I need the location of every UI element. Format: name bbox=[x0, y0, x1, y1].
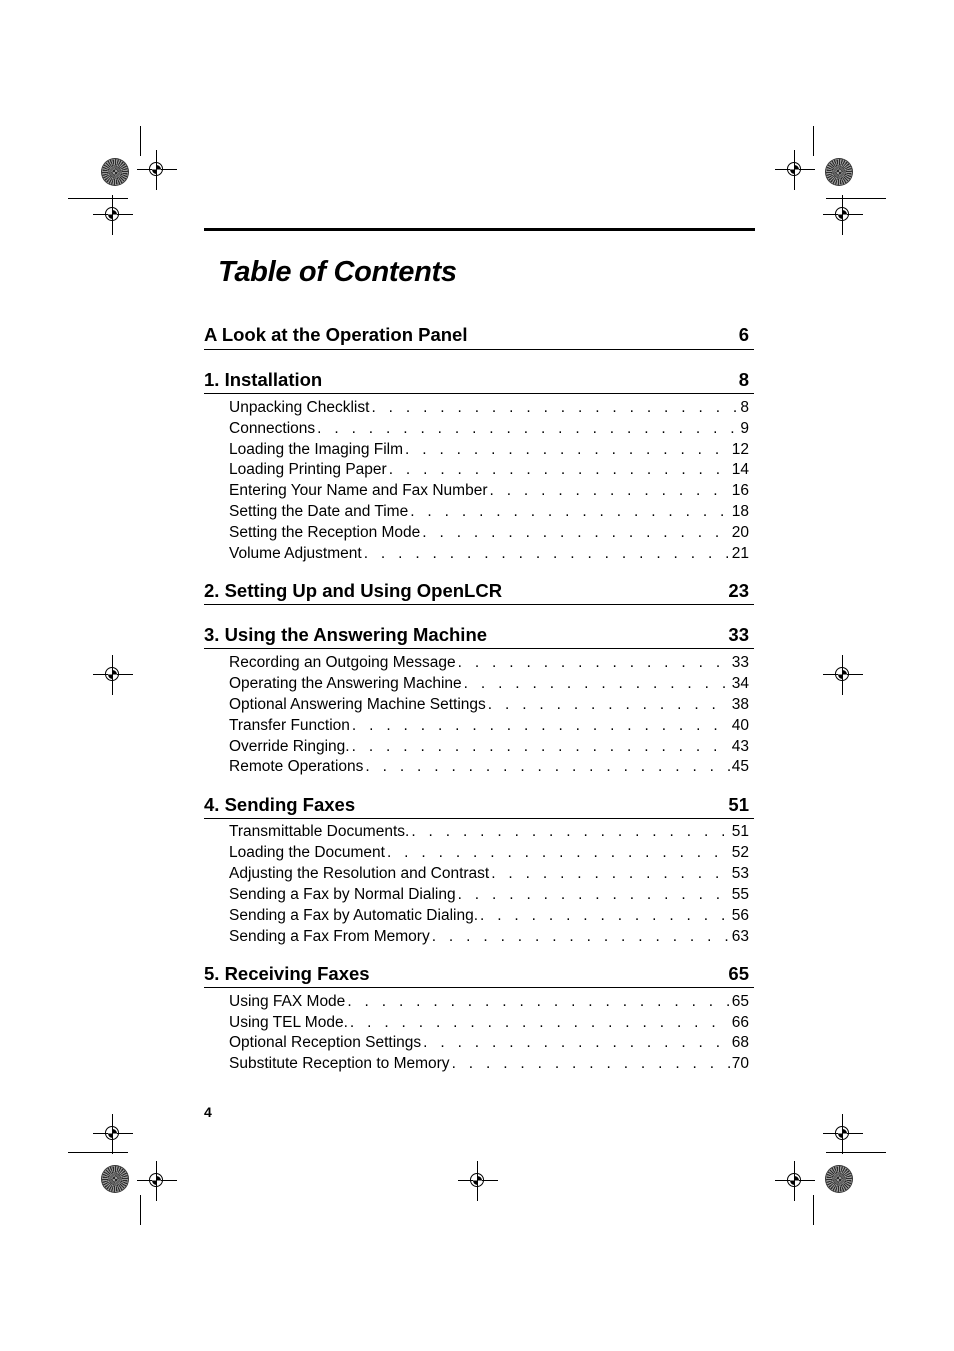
toc-entry[interactable] bbox=[229, 440, 749, 461]
dot-leader bbox=[452, 1054, 730, 1074]
page-title: Table of Contents bbox=[218, 256, 457, 288]
entry-page-number: 40 bbox=[731, 717, 749, 734]
toc-entry[interactable] bbox=[229, 544, 749, 565]
section-title: 5. Receiving Faxes bbox=[204, 963, 370, 984]
toc-entry[interactable] bbox=[229, 864, 749, 885]
dot-leader bbox=[410, 502, 730, 522]
toc-entry[interactable] bbox=[229, 695, 749, 716]
section-title: 3. Using the Answering Machine bbox=[204, 624, 488, 645]
toc-entry[interactable] bbox=[229, 757, 749, 778]
toc-entry[interactable] bbox=[229, 1013, 749, 1034]
dot-leader bbox=[365, 757, 729, 777]
crosshair-registration-icon bbox=[137, 150, 177, 190]
toc-section-heading[interactable] bbox=[204, 369, 749, 391]
entry-page-number: 70 bbox=[731, 1055, 749, 1072]
entry-title: Setting the Reception Mode bbox=[229, 524, 421, 541]
entry-page-number: 65 bbox=[731, 993, 749, 1010]
section-page-number: 33 bbox=[728, 624, 749, 645]
dot-leader bbox=[347, 992, 729, 1012]
crosshair-registration-icon bbox=[823, 195, 863, 235]
entry-title: Connections bbox=[229, 420, 316, 437]
section-rule bbox=[204, 393, 754, 394]
crop-mark bbox=[68, 1152, 128, 1153]
entry-title: Loading the Imaging Film bbox=[229, 441, 404, 458]
entry-page-number: 66 bbox=[731, 1014, 749, 1031]
dot-leader bbox=[405, 440, 730, 460]
entry-title: Adjusting the Resolution and Contrast bbox=[229, 865, 490, 882]
entry-title: Unpacking Checklist bbox=[229, 399, 370, 416]
section-title: 2. Setting Up and Using OpenLCR bbox=[204, 580, 503, 601]
section-title: 4. Sending Faxes bbox=[204, 794, 356, 815]
section-page-number: 8 bbox=[738, 369, 749, 390]
entry-page-number: 18 bbox=[731, 503, 749, 520]
entry-title: Setting the Date and Time bbox=[229, 503, 409, 520]
crop-mark bbox=[68, 198, 128, 199]
registration-target-icon bbox=[102, 1166, 128, 1192]
entry-title: Transmittable Documents. bbox=[229, 823, 410, 840]
toc-section-heading[interactable] bbox=[204, 324, 749, 346]
entry-title: Volume Adjustment bbox=[229, 545, 362, 562]
toc-entry[interactable] bbox=[229, 653, 749, 674]
dot-leader bbox=[371, 398, 738, 418]
dot-leader bbox=[432, 927, 730, 947]
entry-title: Sending a Fax From Memory bbox=[229, 928, 430, 945]
toc-entry[interactable] bbox=[229, 1054, 749, 1075]
dot-leader bbox=[350, 1013, 730, 1033]
dot-leader bbox=[387, 843, 730, 863]
dot-leader bbox=[423, 1033, 730, 1053]
section-rule bbox=[204, 987, 754, 988]
entry-page-number: 8 bbox=[740, 399, 749, 416]
section-rule bbox=[204, 648, 754, 649]
header-rule bbox=[204, 228, 755, 231]
page-number: 4 bbox=[204, 1104, 212, 1120]
entry-title: Entering Your Name and Fax Number bbox=[229, 482, 488, 499]
section-title: 1. Installation bbox=[204, 369, 323, 390]
entry-page-number: 14 bbox=[731, 461, 749, 478]
section-page-number: 6 bbox=[738, 324, 749, 345]
toc-entry[interactable] bbox=[229, 716, 749, 737]
dot-leader bbox=[389, 460, 730, 480]
registration-target-icon bbox=[102, 159, 128, 185]
entry-title: Substitute Reception to Memory bbox=[229, 1055, 450, 1072]
toc-section-heading[interactable] bbox=[204, 963, 749, 985]
crop-mark bbox=[140, 1195, 141, 1225]
toc-entry[interactable] bbox=[229, 502, 749, 523]
entry-page-number: 38 bbox=[731, 696, 749, 713]
dot-leader bbox=[458, 885, 730, 905]
entry-page-number: 51 bbox=[731, 823, 749, 840]
toc-entry[interactable] bbox=[229, 523, 749, 544]
entry-page-number: 33 bbox=[731, 654, 749, 671]
crop-mark bbox=[826, 198, 886, 199]
section-page-number: 65 bbox=[728, 963, 749, 984]
toc-entry[interactable] bbox=[229, 822, 749, 843]
entry-page-number: 20 bbox=[731, 524, 749, 541]
crosshair-registration-icon bbox=[458, 1161, 498, 1201]
dot-leader bbox=[464, 674, 730, 694]
crop-mark bbox=[813, 126, 814, 156]
entry-page-number: 63 bbox=[731, 928, 749, 945]
toc-section-heading[interactable] bbox=[204, 794, 749, 816]
entry-page-number: 56 bbox=[731, 907, 749, 924]
dot-leader bbox=[422, 523, 729, 543]
entry-page-number: 55 bbox=[731, 886, 749, 903]
crosshair-registration-icon bbox=[775, 1161, 815, 1201]
crop-mark bbox=[813, 1195, 814, 1225]
dot-leader bbox=[352, 716, 730, 736]
toc-entry[interactable] bbox=[229, 992, 749, 1013]
entry-title: Loading Printing Paper bbox=[229, 461, 387, 478]
entry-title: Sending a Fax by Automatic Dialing. bbox=[229, 907, 478, 924]
dot-leader bbox=[488, 695, 730, 715]
toc-entry[interactable] bbox=[229, 906, 749, 927]
entry-title: Using FAX Mode bbox=[229, 993, 346, 1010]
dot-leader bbox=[489, 481, 729, 501]
entry-title: Transfer Function bbox=[229, 717, 350, 734]
dot-leader bbox=[352, 737, 730, 757]
entry-title: Optional Reception Settings bbox=[229, 1034, 422, 1051]
entry-title: Override Ringing. bbox=[229, 738, 350, 755]
entry-page-number: 12 bbox=[731, 441, 749, 458]
registration-target-icon bbox=[826, 159, 852, 185]
entry-title: Sending a Fax by Normal Dialing bbox=[229, 886, 456, 903]
entry-title: Operating the Answering Machine bbox=[229, 675, 462, 692]
entry-page-number: 68 bbox=[731, 1034, 749, 1051]
dot-leader bbox=[411, 822, 729, 842]
crop-mark bbox=[140, 126, 141, 156]
crosshair-registration-icon bbox=[93, 195, 133, 235]
toc-entry[interactable] bbox=[229, 398, 749, 419]
entry-page-number: 21 bbox=[731, 545, 749, 562]
entry-title: Recording an Outgoing Message bbox=[229, 654, 456, 671]
toc-entry[interactable] bbox=[229, 885, 749, 906]
entry-page-number: 52 bbox=[731, 844, 749, 861]
toc-section-heading[interactable] bbox=[204, 580, 749, 602]
toc-entry[interactable] bbox=[229, 460, 749, 481]
toc-entry[interactable] bbox=[229, 737, 749, 758]
entry-page-number: 9 bbox=[740, 420, 749, 437]
dot-leader bbox=[458, 653, 730, 673]
toc-entry[interactable] bbox=[229, 481, 749, 502]
entry-page-number: 43 bbox=[731, 738, 749, 755]
section-page-number: 23 bbox=[728, 580, 749, 601]
entry-page-number: 45 bbox=[731, 758, 749, 775]
crosshair-registration-icon bbox=[93, 655, 133, 695]
section-rule bbox=[204, 349, 754, 350]
toc-entry[interactable] bbox=[229, 419, 749, 440]
section-rule bbox=[204, 818, 754, 819]
toc-entry[interactable] bbox=[229, 1033, 749, 1054]
crosshair-registration-icon bbox=[823, 1114, 863, 1154]
dot-leader bbox=[491, 864, 730, 884]
entry-title: Remote Operations bbox=[229, 758, 364, 775]
registration-target-icon bbox=[826, 1166, 852, 1192]
entry-page-number: 34 bbox=[731, 675, 749, 692]
toc-entry[interactable] bbox=[229, 843, 749, 864]
crosshair-registration-icon bbox=[823, 655, 863, 695]
entry-title: Optional Answering Machine Settings bbox=[229, 696, 486, 713]
entry-title: Loading the Document bbox=[229, 844, 385, 861]
crop-mark bbox=[826, 1152, 886, 1153]
entry-page-number: 53 bbox=[731, 865, 749, 882]
crosshair-registration-icon bbox=[137, 1161, 177, 1201]
crosshair-registration-icon bbox=[775, 150, 815, 190]
section-rule bbox=[204, 604, 754, 605]
section-page-number: 51 bbox=[728, 794, 749, 815]
entry-page-number: 16 bbox=[731, 482, 749, 499]
toc-entry[interactable] bbox=[229, 927, 749, 948]
dot-leader bbox=[480, 906, 730, 926]
crosshair-registration-icon bbox=[93, 1114, 133, 1154]
toc-section-heading[interactable] bbox=[204, 624, 749, 646]
entry-title: Using TEL Mode. bbox=[229, 1014, 348, 1031]
dot-leader bbox=[364, 544, 730, 564]
toc-entry[interactable] bbox=[229, 674, 749, 695]
section-title: A Look at the Operation Panel bbox=[204, 324, 468, 345]
dot-leader bbox=[317, 419, 738, 439]
